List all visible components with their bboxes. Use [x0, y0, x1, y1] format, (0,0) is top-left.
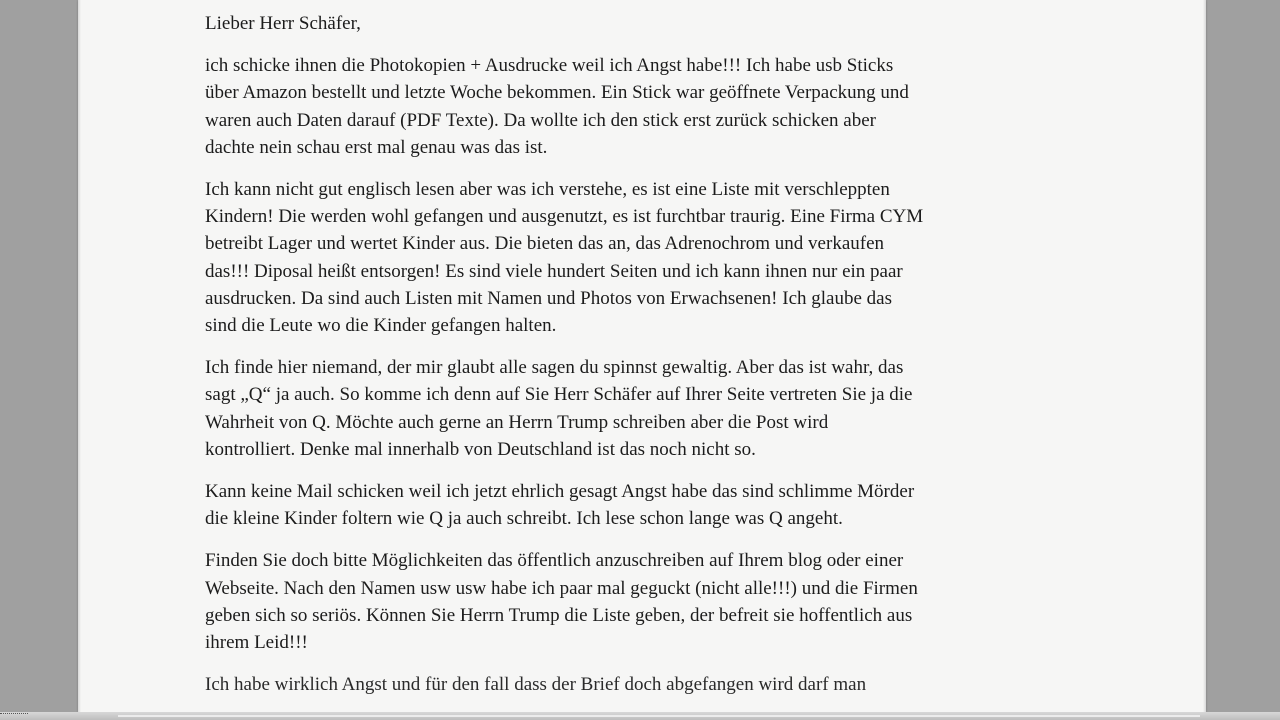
paragraph-4 — [205, 478, 1085, 532]
text-line: die kleine Kinder foltern wie Q ja auch schreibt. Ich lese schon lange was Q angeht. — [205, 508, 843, 530]
text-line: ich schicke ihnen die Photokopien + Ausdrucke weil ich Angst habe!!! Ich habe usb Sticks — [205, 55, 894, 77]
text-line: ihrem Leid!!! — [205, 632, 308, 654]
text-line: sind die Leute wo die Kinder gefangen halten. — [205, 315, 557, 337]
paragraph-3 — [205, 354, 1085, 463]
letter-salutation: Lieber Herr Schäfer, — [205, 13, 361, 34]
page-scroll-track — [118, 715, 1200, 717]
text-line: über Amazon bestellt und letzte Woche bekommen. Ein Stick war geöffnete Verpackung und — [205, 82, 909, 104]
paragraph-6 — [205, 671, 1085, 698]
page-edge-shadow-left — [78, 0, 81, 712]
paragraph-1 — [205, 52, 1085, 161]
paragraph-5 — [205, 547, 1085, 656]
text-line: Ich finde hier niemand, der mir glaubt alle sagen du spinnst gewaltig. Aber das ist wahr, das — [205, 357, 904, 379]
text-line: Webseite. Nach den Namen usw usw habe ich paar mal geguckt (nicht alle!!!) und die Firmen — [205, 577, 918, 599]
corner-dots-icon — [0, 713, 28, 718]
text-line: Kindern! Die werden wohl gefangen und ausgenutzt, es ist furchtbar traurig. Eine Firma CYM — [205, 206, 924, 228]
text-line: Ich kann nicht gut englisch lesen aber was ich verstehe, es ist eine Liste mit verschleppten — [205, 179, 890, 201]
text-line: betreibt Lager und wertet Kinder aus. Die bieten das an, das Adrenochrom und verkaufen — [205, 233, 885, 255]
text-line: Finden Sie doch bitte Möglichkeiten das öffentlich anzuschreiben auf Ihrem blog oder einer — [205, 550, 904, 572]
text-line: ausdrucken. Da sind auch Listen mit Namen und Photos von Erwachsenen! Ich glaube das — [205, 287, 892, 309]
letter-body — [205, 10, 1085, 713]
viewer-bottom-edge — [0, 712, 1280, 720]
text-line: sagt „Q“ ja auch. So komme ich denn auf Sie Herr Schäfer auf Ihrer Seite vertreten Sie ja die — [205, 384, 913, 406]
text-line: Kann keine Mail schicken weil ich jetzt ehrlich gesagt Angst habe das sind schlimme Mörder — [205, 481, 915, 503]
text-line: das!!! Diposal heißt entsorgen! Es sind viele hundert Seiten und ich kann ihnen nur ein paar — [205, 260, 903, 282]
text-line: waren auch Daten darauf (PDF Texte). Da wollte ich den stick erst zurück schicken aber — [205, 109, 876, 131]
paragraph-2 — [205, 176, 1085, 339]
text-line: dachte nein schau erst mal genau was das ist. — [205, 136, 548, 158]
text-line: Ich habe wirklich Angst und für den fall dass der Brief doch abgefangen wird darf man — [205, 674, 867, 696]
text-line: geben sich so seriös. Können Sie Herrn Trump die Liste geben, der befreit sie hoffentlich aus — [205, 604, 913, 626]
text-line: Wahrheit von Q. Möchte auch gerne an Herrn Trump schreiben aber die Post wird — [205, 411, 829, 433]
text-line: kontrolliert. Denke mal innerhalb von Deutschland ist das noch nicht so. — [205, 438, 756, 460]
page-edge-shadow-right — [1203, 0, 1206, 712]
